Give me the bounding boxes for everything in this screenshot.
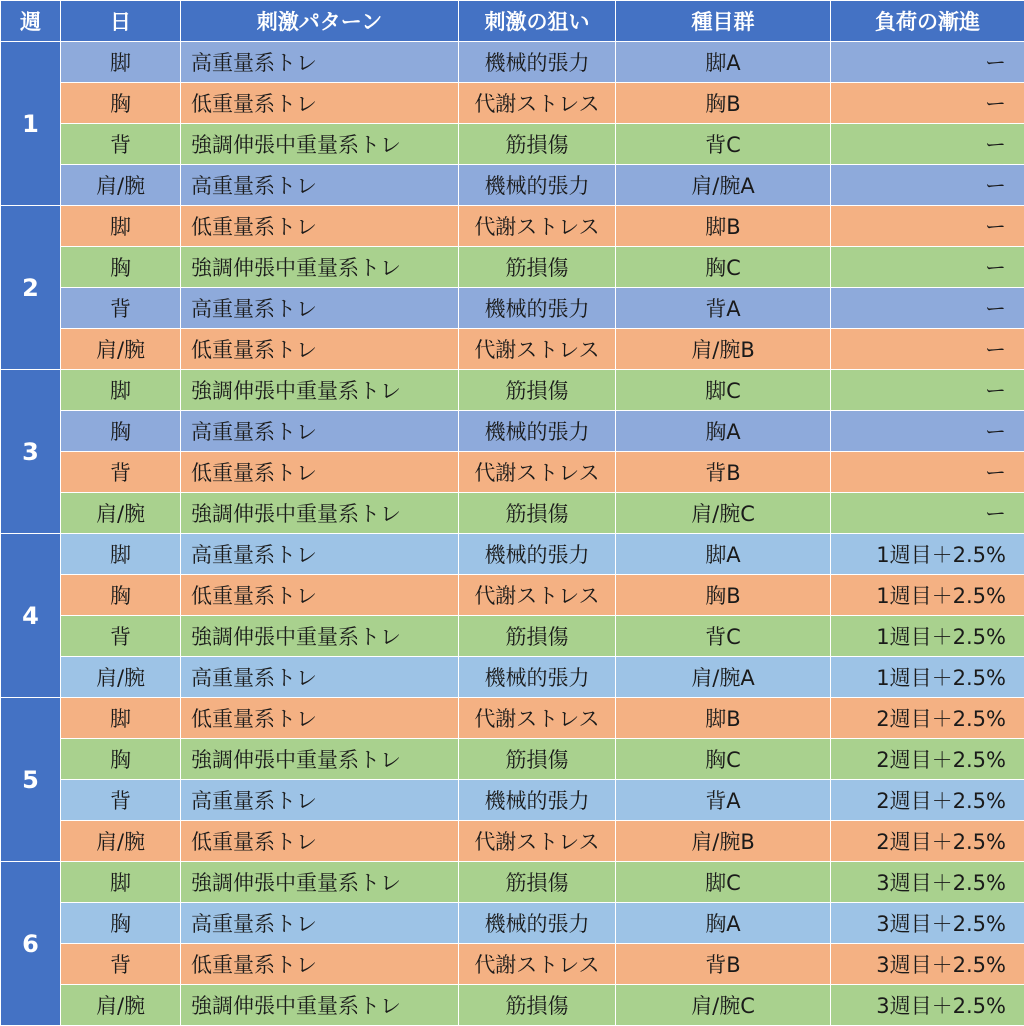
table-row (1, 534, 1024, 575)
table-row (1, 288, 1024, 329)
table-row (1, 83, 1024, 124)
table-row (1, 944, 1024, 985)
week-number-cell: 3 (1, 370, 61, 534)
pattern-cell: 高重量系トレ (181, 42, 459, 83)
pattern-cell: 高重量系トレ (181, 534, 459, 575)
day-cell: 胸 (61, 411, 181, 452)
progression-cell: 2週目＋2.5% (831, 739, 1024, 780)
progression-cell: ー (831, 83, 1024, 124)
week-number-cell: 5 (1, 698, 61, 862)
table-row (1, 42, 1024, 83)
pattern-cell: 低重量系トレ (181, 452, 459, 493)
header-row (1, 1, 1024, 42)
progression-cell: ー (831, 493, 1024, 534)
progression-cell: 1週目＋2.5% (831, 657, 1024, 698)
table-row (1, 739, 1024, 780)
group-cell: 脚A (616, 42, 831, 83)
pattern-cell: 強調伸張中重量系トレ (181, 616, 459, 657)
group-cell: 背B (616, 452, 831, 493)
aim-cell: 筋損傷 (459, 493, 616, 534)
aim-cell: 機械的張力 (459, 780, 616, 821)
group-cell: 脚B (616, 698, 831, 739)
pattern-cell: 高重量系トレ (181, 903, 459, 944)
group-cell: 胸C (616, 247, 831, 288)
day-cell: 肩/腕 (61, 165, 181, 206)
pattern-cell: 強調伸張中重量系トレ (181, 124, 459, 165)
progression-cell: 3週目＋2.5% (831, 903, 1024, 944)
pattern-cell: 強調伸張中重量系トレ (181, 247, 459, 288)
progression-cell: 3週目＋2.5% (831, 862, 1024, 903)
group-cell: 背A (616, 288, 831, 329)
group-cell: 背A (616, 780, 831, 821)
group-cell: 背C (616, 616, 831, 657)
pattern-cell: 低重量系トレ (181, 698, 459, 739)
aim-cell: 筋損傷 (459, 739, 616, 780)
group-cell: 肩/腕A (616, 165, 831, 206)
table-row (1, 657, 1024, 698)
group-cell: 脚B (616, 206, 831, 247)
day-cell: 肩/腕 (61, 329, 181, 370)
progression-cell: 1週目＋2.5% (831, 616, 1024, 657)
aim-cell: 機械的張力 (459, 411, 616, 452)
progression-cell: ー (831, 288, 1024, 329)
week-number-cell: 1 (1, 42, 61, 206)
progression-cell: ー (831, 370, 1024, 411)
aim-cell: 筋損傷 (459, 862, 616, 903)
table-row (1, 206, 1024, 247)
pattern-cell: 高重量系トレ (181, 780, 459, 821)
pattern-cell: 高重量系トレ (181, 657, 459, 698)
progression-cell: 2週目＋2.5% (831, 780, 1024, 821)
day-cell: 脚 (61, 698, 181, 739)
day-cell: 背 (61, 452, 181, 493)
day-cell: 肩/腕 (61, 657, 181, 698)
group-cell: 肩/腕C (616, 493, 831, 534)
aim-cell: 機械的張力 (459, 903, 616, 944)
aim-cell: 代謝ストレス (459, 575, 616, 616)
table-row (1, 575, 1024, 616)
progression-cell: 1週目＋2.5% (831, 575, 1024, 616)
day-cell: 脚 (61, 42, 181, 83)
week-number-cell: 6 (1, 862, 61, 1026)
day-cell: 背 (61, 288, 181, 329)
table-row (1, 247, 1024, 288)
header-group: 種目群 (616, 1, 831, 42)
aim-cell: 機械的張力 (459, 657, 616, 698)
aim-cell: 機械的張力 (459, 165, 616, 206)
progression-cell: 3週目＋2.5% (831, 985, 1024, 1026)
group-cell: 肩/腕A (616, 657, 831, 698)
aim-cell: 代謝ストレス (459, 329, 616, 370)
progression-cell: 2週目＋2.5% (831, 821, 1024, 862)
day-cell: 肩/腕 (61, 493, 181, 534)
pattern-cell: 低重量系トレ (181, 821, 459, 862)
day-cell: 胸 (61, 575, 181, 616)
day-cell: 胸 (61, 739, 181, 780)
table-row (1, 780, 1024, 821)
group-cell: 脚A (616, 534, 831, 575)
progression-cell: 1週目＋2.5% (831, 534, 1024, 575)
group-cell: 胸A (616, 411, 831, 452)
day-cell: 脚 (61, 206, 181, 247)
progression-cell: ー (831, 206, 1024, 247)
progression-cell: ー (831, 411, 1024, 452)
progression-cell: 3週目＋2.5% (831, 944, 1024, 985)
day-cell: 胸 (61, 83, 181, 124)
table-row (1, 616, 1024, 657)
aim-cell: 筋損傷 (459, 616, 616, 657)
progression-cell: ー (831, 247, 1024, 288)
pattern-cell: 低重量系トレ (181, 206, 459, 247)
group-cell: 肩/腕B (616, 329, 831, 370)
pattern-cell: 高重量系トレ (181, 288, 459, 329)
header-week: 週 (1, 1, 61, 42)
aim-cell: 機械的張力 (459, 288, 616, 329)
aim-cell: 代謝ストレス (459, 944, 616, 985)
day-cell: 胸 (61, 903, 181, 944)
pattern-cell: 高重量系トレ (181, 165, 459, 206)
pattern-cell: 低重量系トレ (181, 83, 459, 124)
table-row (1, 862, 1024, 903)
progression-cell: ー (831, 165, 1024, 206)
day-cell: 脚 (61, 534, 181, 575)
week-number-cell: 4 (1, 534, 61, 698)
aim-cell: 機械的張力 (459, 42, 616, 83)
aim-cell: 代謝ストレス (459, 206, 616, 247)
table-row (1, 452, 1024, 493)
table-row (1, 165, 1024, 206)
table-row (1, 493, 1024, 534)
day-cell: 脚 (61, 370, 181, 411)
day-cell: 背 (61, 780, 181, 821)
pattern-cell: 強調伸張中重量系トレ (181, 985, 459, 1026)
day-cell: 胸 (61, 247, 181, 288)
day-cell: 脚 (61, 862, 181, 903)
group-cell: 胸A (616, 903, 831, 944)
aim-cell: 代謝ストレス (459, 821, 616, 862)
pattern-cell: 低重量系トレ (181, 329, 459, 370)
aim-cell: 筋損傷 (459, 124, 616, 165)
week-number-cell: 2 (1, 206, 61, 370)
group-cell: 胸C (616, 739, 831, 780)
header-pattern: 刺激パターン (181, 1, 459, 42)
group-cell: 肩/腕C (616, 985, 831, 1026)
pattern-cell: 高重量系トレ (181, 411, 459, 452)
day-cell: 背 (61, 944, 181, 985)
header-day: 日 (61, 1, 181, 42)
header-progression: 負荷の漸進 (831, 1, 1024, 42)
table-row (1, 370, 1024, 411)
table-row (1, 329, 1024, 370)
day-cell: 肩/腕 (61, 821, 181, 862)
progression-cell: ー (831, 124, 1024, 165)
group-cell: 脚C (616, 370, 831, 411)
table-row (1, 821, 1024, 862)
table-row (1, 411, 1024, 452)
progression-cell: 2週目＋2.5% (831, 698, 1024, 739)
day-cell: 背 (61, 616, 181, 657)
header-aim: 刺激の狙い (459, 1, 616, 42)
day-cell: 肩/腕 (61, 985, 181, 1026)
progression-cell: ー (831, 42, 1024, 83)
group-cell: 脚C (616, 862, 831, 903)
group-cell: 胸B (616, 575, 831, 616)
aim-cell: 代謝ストレス (459, 698, 616, 739)
table-header (1, 1, 1024, 42)
aim-cell: 代謝ストレス (459, 452, 616, 493)
table-row (1, 124, 1024, 165)
table-body (1, 42, 1024, 1026)
group-cell: 肩/腕B (616, 821, 831, 862)
aim-cell: 筋損傷 (459, 370, 616, 411)
pattern-cell: 強調伸張中重量系トレ (181, 739, 459, 780)
table-row (1, 985, 1024, 1026)
pattern-cell: 強調伸張中重量系トレ (181, 862, 459, 903)
group-cell: 背C (616, 124, 831, 165)
group-cell: 胸B (616, 83, 831, 124)
progression-cell: ー (831, 452, 1024, 493)
aim-cell: 筋損傷 (459, 985, 616, 1026)
aim-cell: 代謝ストレス (459, 83, 616, 124)
table-row (1, 903, 1024, 944)
group-cell: 背B (616, 944, 831, 985)
aim-cell: 筋損傷 (459, 247, 616, 288)
pattern-cell: 強調伸張中重量系トレ (181, 370, 459, 411)
aim-cell: 機械的張力 (459, 534, 616, 575)
pattern-cell: 強調伸張中重量系トレ (181, 493, 459, 534)
pattern-cell: 低重量系トレ (181, 944, 459, 985)
table-row (1, 698, 1024, 739)
progression-cell: ー (831, 329, 1024, 370)
pattern-cell: 低重量系トレ (181, 575, 459, 616)
day-cell: 背 (61, 124, 181, 165)
